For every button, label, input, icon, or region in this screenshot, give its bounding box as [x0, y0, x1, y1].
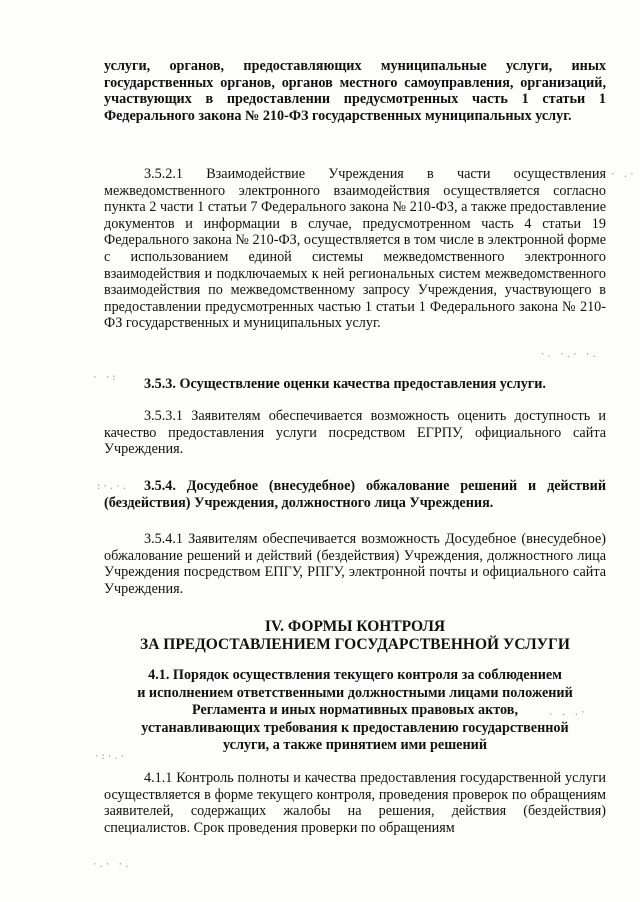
- paragraph-3-5-2-1: 3.5.2.1 Взаимодействие Учреждения в части осуществления межведомственного электронного взаимодействия осуществляется согласно пункта 2 части 1 статьи 7 Федерального закона № 210-ФЗ, а также предоставление документов и информации в случае, предусмотренном часть 4 статьи 19 Федерального закона № 210-ФЗ, осуществляется в том числе в электронной форме с использованием единой системы межведомственного электронного взаимодействия и подключаемых к ней региональных систем межведомственного взаимодействия по межведомственному запросу Учреждения, участвующего в предоставлении предусмотренных частью 1 статьи 1 Федерального закона № 210-ФЗ государственных и муниципальных услуг.: [104, 166, 606, 332]
- section-iv-title: [104, 618, 606, 654]
- section-iv-line2: ЗА ПРЕДОСТАВЛЕНИЕМ ГОСУДАРСТВЕННОЙ УСЛУГИ: [140, 636, 570, 653]
- heading-4-1-line4: устанавливающих требования к предоставлению государственной: [141, 719, 569, 736]
- heading-4-1: [104, 667, 606, 755]
- scan-artifact: ·. ·.· ·.: [540, 350, 598, 360]
- heading-4-1-line5: услуги, а также принятием ими решений: [223, 737, 487, 754]
- section-iv-line1: IV. ФОРМЫ КОНТРОЛЯ: [264, 618, 446, 635]
- scan-artifact: ·.· ·.: [92, 860, 131, 870]
- paragraph-3-5-4-1: 3.5.4.1 Заявителям обеспечивается возможность Досудебное (внесудебное) обжалование решений и действий (бездействия) Учреждения, должностного лица Учреждения посредством ЕПГУ, РПГУ, электронной почты и официального сайта Учреждения.: [104, 531, 606, 597]
- scan-artifact: :·.·.: [96, 482, 129, 492]
- heading-3-5-3: 3.5.3. Осуществление оценки качества предоставления услуги.: [144, 376, 546, 392]
- section-intro-text: услуги, органов, предоставляющих муниципальные услуги, иных государственных органов, органов местного самоуправления, организаций, участвующих в предоставлении предусмотренных часть 1 статьи 1 Федерального закона № 210-ФЗ государственных муниципальных услуг.: [104, 58, 606, 124]
- scan-artifact: ·:·.·: [94, 752, 127, 762]
- heading-4-1-line2: и исполнением ответственными должностными лицами положений: [137, 684, 573, 701]
- paragraph-4-1-1: 4.1.1 Контроль полноты и качества предоставления государственной услуги осуществляется в форме текущего контроля, проведения проверок по обращениям заявителей, содержащих жалобы на решения, действия (бездействия) специалистов. Срок проведения проверки по обращениям: [104, 770, 606, 836]
- heading-4-1-line3: Регламента и иных нормативных правовых актов,: [191, 702, 519, 719]
- paragraph-3-5-3-1: 3.5.3.1 Заявителям обеспечивается возможность оценить доступность и качество предоставления услуги посредством ЕГРПУ, официального сайта Учреждения.: [104, 408, 606, 458]
- scan-artifact: . . .·: [548, 708, 587, 718]
- heading-3-5-4: 3.5.4. Досудебное (внесудебное) обжалование решений и действий (бездействия) Учреждения, должностного лица Учреждения.: [104, 478, 606, 511]
- heading-4-1-line1: 4.1. Порядок осуществления текущего контроля за соблюдением: [148, 667, 562, 683]
- scan-artifact: · .·: [610, 170, 636, 180]
- scan-artifact: · ·:: [92, 373, 118, 383]
